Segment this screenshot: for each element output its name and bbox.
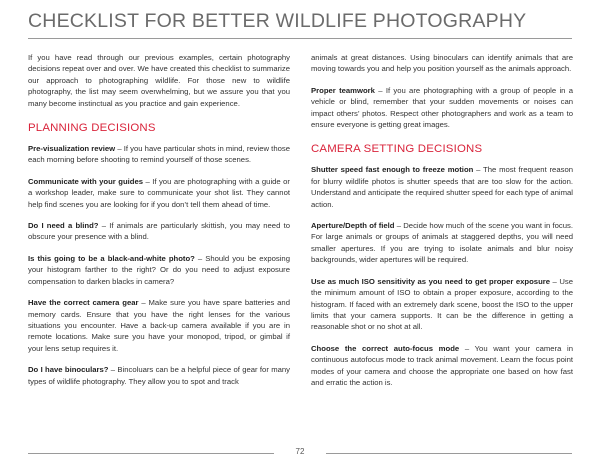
item-text: – You want your camera in continuous autofocus mode to track animal movement. Learn the focus point modes of your camera and choose the appropriate one based on how fast and erratic the action is. [311, 343, 574, 387]
item-text: – Use the minimum amount of ISO to obtain a proper exposure, according to the histogram. If faced with an extremely dark scene, boost the ISO to the upper limits that your camera supports. It can be the difference in getting a reasonable shot or no shot at all. [311, 276, 574, 332]
right-column [311, 52, 573, 398]
item-term: Is this going to be a black-and-white photo? [28, 253, 195, 263]
item-term: Pre-visualization review [28, 144, 116, 154]
intro-paragraph: If you have read through our previous examples, certain photography decisions repeat over and over. We have created this checklist to summarize our approach to photographing wildlife. For those new to wildlife photography, the list may seem overwhelming, but we assure you that you many become instinctual as you practice and gain experience. [28, 53, 290, 108]
item-text: – The most frequent reason for blurry wildlife photos is shutter speeds that are too slow for the action. Understand and anticipate the required shutter speed for each type of animal action. [311, 165, 574, 209]
left-column [28, 52, 290, 397]
item-text: – If you are photographing with a group of people in a vehicle or blind, remember that your sudden movements or noises can impact others’ photos. Respect other photographers and work as a team to ensure everyone is getting great images. [311, 85, 573, 130]
item-text: – Make sure you have spare batteries and memory cards. Ensure that you have the right lenses for the various situations you encounter. Have a back-up camera available if you are in remote locations. Make sure you have your monopod, tripod, or gimbal if your lens setup requires it. [28, 298, 290, 353]
item-term: Have the correct camera gear [28, 298, 139, 308]
checklist-item [28, 364, 290, 387]
title-divider [28, 38, 572, 39]
page-number: 72 [295, 447, 305, 456]
item-term: Choose the correct auto-focus mode [311, 343, 460, 353]
footer-divider-right [326, 453, 572, 454]
item-term: Do I have binoculars? [28, 365, 109, 375]
item-term: Proper teamwork [311, 85, 375, 95]
item-term: Shutter speed fast enough to freeze motion [311, 165, 474, 175]
checklist-item [311, 85, 573, 131]
item-term: Do I need a blind? [28, 221, 99, 231]
checklist-item [311, 220, 573, 266]
page-footer [28, 447, 572, 459]
item-text: – If you have particular shots in mind, review those each morning before shooting to remind yourself of those scenes. [28, 144, 290, 165]
camera-heading: CAMERA SETTING DECISIONS [311, 143, 483, 156]
continuation-paragraph: animals at great distances. Using binoculars can identify animals that are moving towards you and help you position yourself as the animals approach. [311, 53, 573, 74]
item-term: Aperture/Depth of field [311, 221, 395, 231]
checklist-item [28, 253, 290, 287]
checklist-item [311, 164, 573, 210]
item-term: Communicate with your guides [28, 176, 144, 186]
checklist-item [28, 143, 290, 166]
item-text: – If you are photographing with a guide or a workshop leader, make sure to communicate your shot list. They cannot help find scenes you are looking for if you don’t tell them ahead of time. [28, 176, 290, 209]
checklist-item [28, 220, 290, 243]
item-text: – Bincoluars can be a helpful piece of gear for many types of wildlife photography. They allow you to spot and track [28, 365, 290, 386]
item-text: – Should you be exposing your histogram farther to the right? Or do you need to adjust exposure compensation to darken blacks in camera? [28, 253, 290, 286]
item-text: – If animals are particularly skittish, you may need to obscure your presence with a blind. [28, 221, 290, 242]
checklist-item [28, 176, 290, 210]
item-text: – Decide how much of the scene you want in focus. For large animals or groups of animals at staggered depths, you will need smaller apertures. If you are trying to isolate animals and blur noisy backgrounds, wider apertures will be required. [311, 221, 573, 265]
page-title: CHECKLIST FOR BETTER WILDLIFE PHOTOGRAPHY [28, 10, 527, 32]
item-term: Use as much ISO sensitivity as you need to get proper exposure [311, 276, 551, 286]
checklist-item [311, 343, 573, 389]
planning-heading: PLANNING DECISIONS [28, 122, 156, 135]
checklist-item [311, 276, 573, 333]
checklist-item [28, 297, 290, 354]
